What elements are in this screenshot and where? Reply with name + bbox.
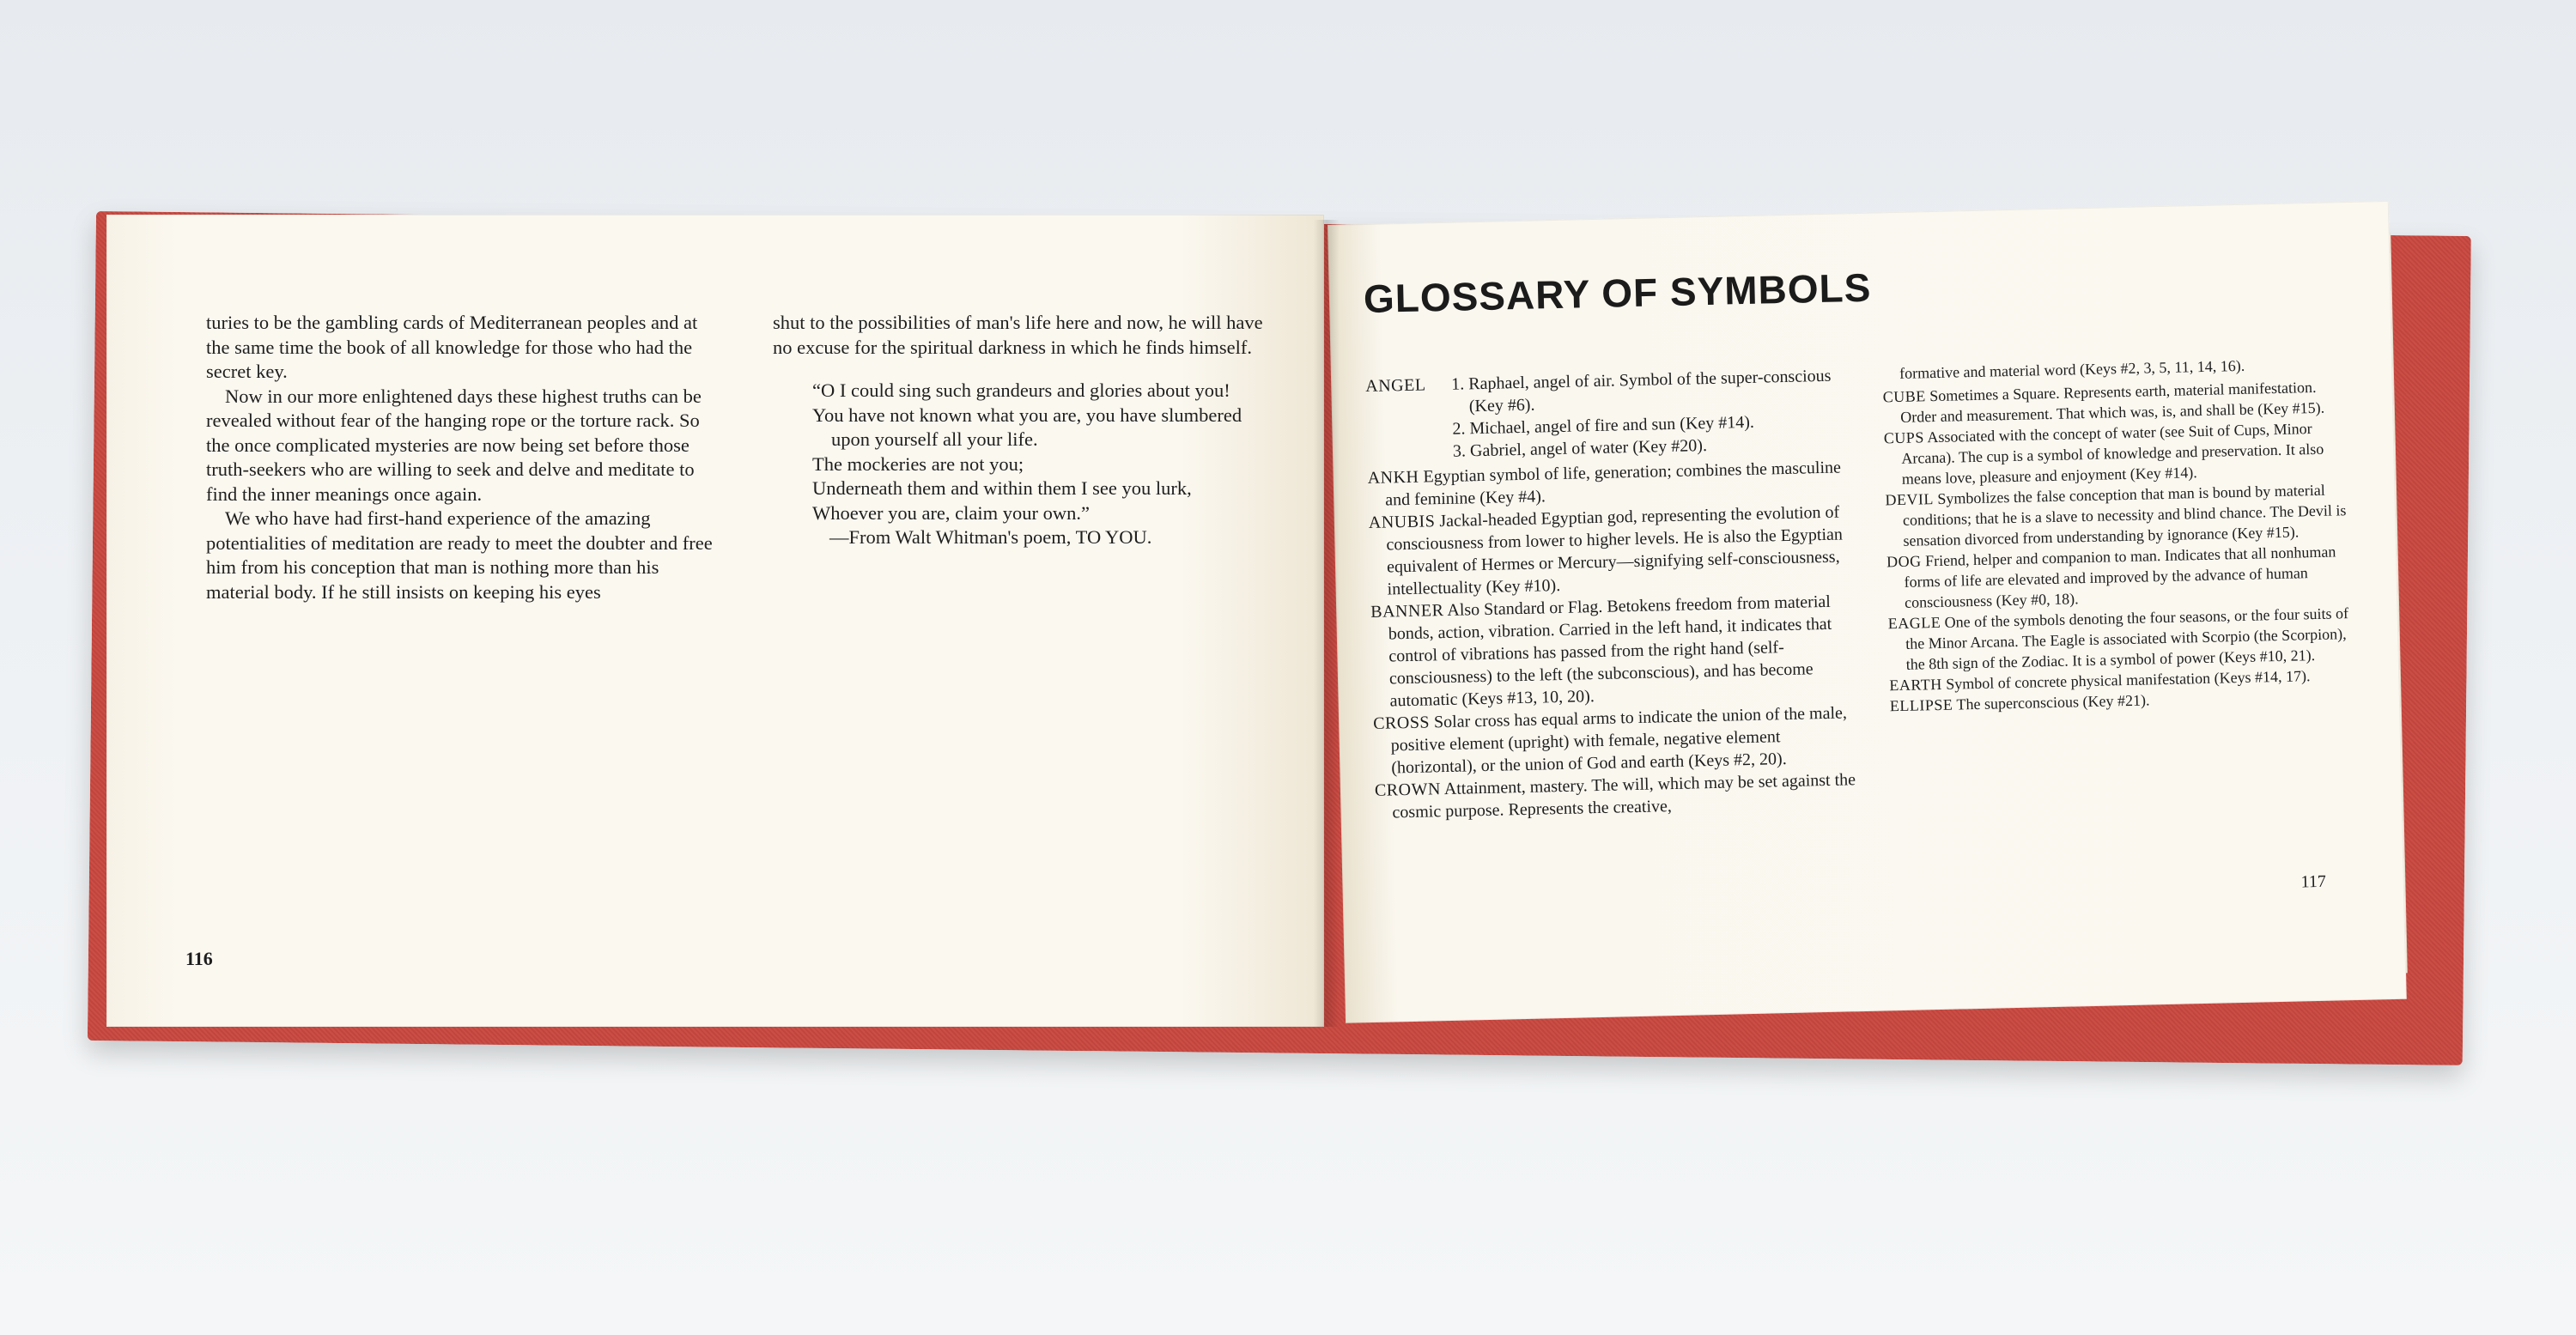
glossary-column-2 (1882, 353, 2354, 716)
glossary-entry (1886, 541, 2351, 613)
glossary-term: ANUBIS (1368, 512, 1436, 533)
glossary-term: CUPS (1883, 428, 1925, 447)
paragraph: formative and material word (Keys #2, 3, 5, 11, 14, 16). (1899, 356, 2245, 382)
glossary-term: EARTH (1889, 675, 1942, 695)
paragraph: turies to be the gambling cards of Mediterranean peoples and at the same time the book of all knowledge for those who had the secret key. (206, 312, 698, 382)
list-item: 1. Raphael, angel of air. Symbol of the super-conscious (Key #6). (1451, 366, 1832, 416)
list-item: 2. Michael, angel of fire and sun (Key #14). (1452, 412, 1755, 439)
glossary-term: ELLIPSE (1889, 695, 1953, 715)
page-number: 116 (185, 948, 213, 969)
glossary-entry (1884, 417, 2348, 489)
page-title: GLOSSARY OF SYMBOLS (1363, 264, 1872, 322)
glossary-term: DEVIL (1885, 490, 1935, 509)
glossary-definition: Symbol of concrete physical manifestation (Keys #14, 17). (1946, 667, 2311, 693)
glossary-entry (1373, 701, 1871, 780)
poem-line: The mockeries are not you; (812, 452, 1024, 475)
glossary-term: CUBE (1882, 387, 1926, 406)
glossary-definition: Solar cross has equal arms to indicate the union of the male, positive element (upright) with female, negative element (horizontal), or the union of God and earth (Keys #2, 20). (1390, 703, 1848, 778)
glossary-definition: Associated with the concept of water (see Suit of Cups, Minor Arcana). The cup is a symbol of knowledge and preservation. It also means love, pleasure and enjoyment (Key #14). (1901, 420, 2324, 488)
glossary-definition: Egyptian symbol of life, generation; combines the masculine and feminine (Key #4). (1385, 458, 1842, 510)
poem-line: Whoever you are, claim your own.” (812, 501, 1090, 524)
glossary-entry (1885, 479, 2349, 551)
glossary-entry (1369, 501, 1867, 601)
paragraph: shut to the possibilities of man's life here and now, he will have no excuse for the spiritual darkness in which he finds himself. (773, 312, 1263, 358)
page-number: 117 (2300, 871, 2327, 892)
glossary-term: BANNER (1370, 601, 1444, 622)
poem-line: “O I could sing such grandeurs and glories about you! (812, 379, 1230, 401)
list-item: 3. Gabriel, angel of water (Key #20). (1452, 436, 1708, 461)
glossary-definition: Also Standard or Flag. Betokens freedom from material bonds, action, vibration. Carried in the left hand, it indicates that control of vibrations has passed from the right hand (self-consciousness) to the left (the subconscious), and has become automatic (Keys #13, 10, 20). (1388, 592, 1832, 711)
glossary-entry (1887, 603, 2352, 675)
poem-line: Underneath them and within them I see you lurk, (812, 477, 1192, 499)
poem-attribution: —From Walt Whitman's poem, TO YOU. (829, 526, 1152, 548)
glossary-term: ANGEL (1365, 375, 1426, 397)
left-column-2 (773, 311, 1281, 550)
glossary-definition: Jackal-headed Egyptian god, representing the evolution of consciousness from lower to higher levels. He is also the Egyptian equivalent of Hermes or Mercury—signifying self-consciousness, intellectuality (Key #10). (1386, 502, 1844, 599)
glossary-definition: Friend, helper and companion to man. Indicates that all nonhuman forms of life are elevated and improved by the advance of human consciousness (Key #0, 18). (1904, 543, 2336, 611)
paragraph: Now in our more enlightened days these highest truths can be revealed without fear of the hanging rope or the torture rack. So the once complicated mysteries are now being set before those truth-seekers who are willing to seek and delve and meditate to find the inner meanings once again. (206, 385, 702, 505)
paragraph: We who have had first-hand experience of the amazing potentialities of meditation are ready to meet the doubter and free him from his conception that man is nothing more than his material body. If he still insists on keeping his eyes (206, 507, 713, 603)
glossary-definition: Symbolizes the false conception that man is bound by material conditions; that he is a slave to necessity and blind chance. The Devil is sensation divorced from understanding by ignorance (Key #15). (1902, 481, 2347, 549)
glossary-definition: One of the symbols denoting the four seasons, or the four suits of the Minor Arcana. The Eagle is associated with Scorpio (the Scorpion), the 8th sign of the Zodiac. It is a symbol of power (Keys #10, 21). (1905, 604, 2349, 673)
glossary-entry (1370, 590, 1869, 713)
glossary-column-1 (1365, 364, 1872, 824)
glossary-term: ANKH (1367, 467, 1419, 488)
glossary-term: EAGLE (1887, 613, 1941, 633)
right-page (1327, 201, 2407, 1023)
left-page (106, 215, 1324, 1027)
glossary-term: DOG (1886, 552, 1922, 571)
poem (812, 379, 1259, 550)
glossary-definition: Sometimes a Square. Represents earth, material manifestation. Order and measurement. That which was, is, and shall be (Key #15). (1900, 378, 2325, 426)
glossary-definition: Attainment, mastery. The will, which may be set against the cosmic purpose. Represents the creative, (1392, 770, 1856, 822)
glossary-definition: The superconscious (Key #21). (1956, 691, 2150, 713)
glossary-term: CROWN (1374, 780, 1442, 800)
book-gutter (1314, 220, 1340, 1027)
poem-line: You have not known what you are, you have slumbered upon yourself all your life. (812, 404, 1242, 450)
glossary-entry-angel (1365, 364, 1863, 464)
glossary-term: CROSS (1372, 713, 1431, 733)
left-column-1 (206, 311, 725, 604)
